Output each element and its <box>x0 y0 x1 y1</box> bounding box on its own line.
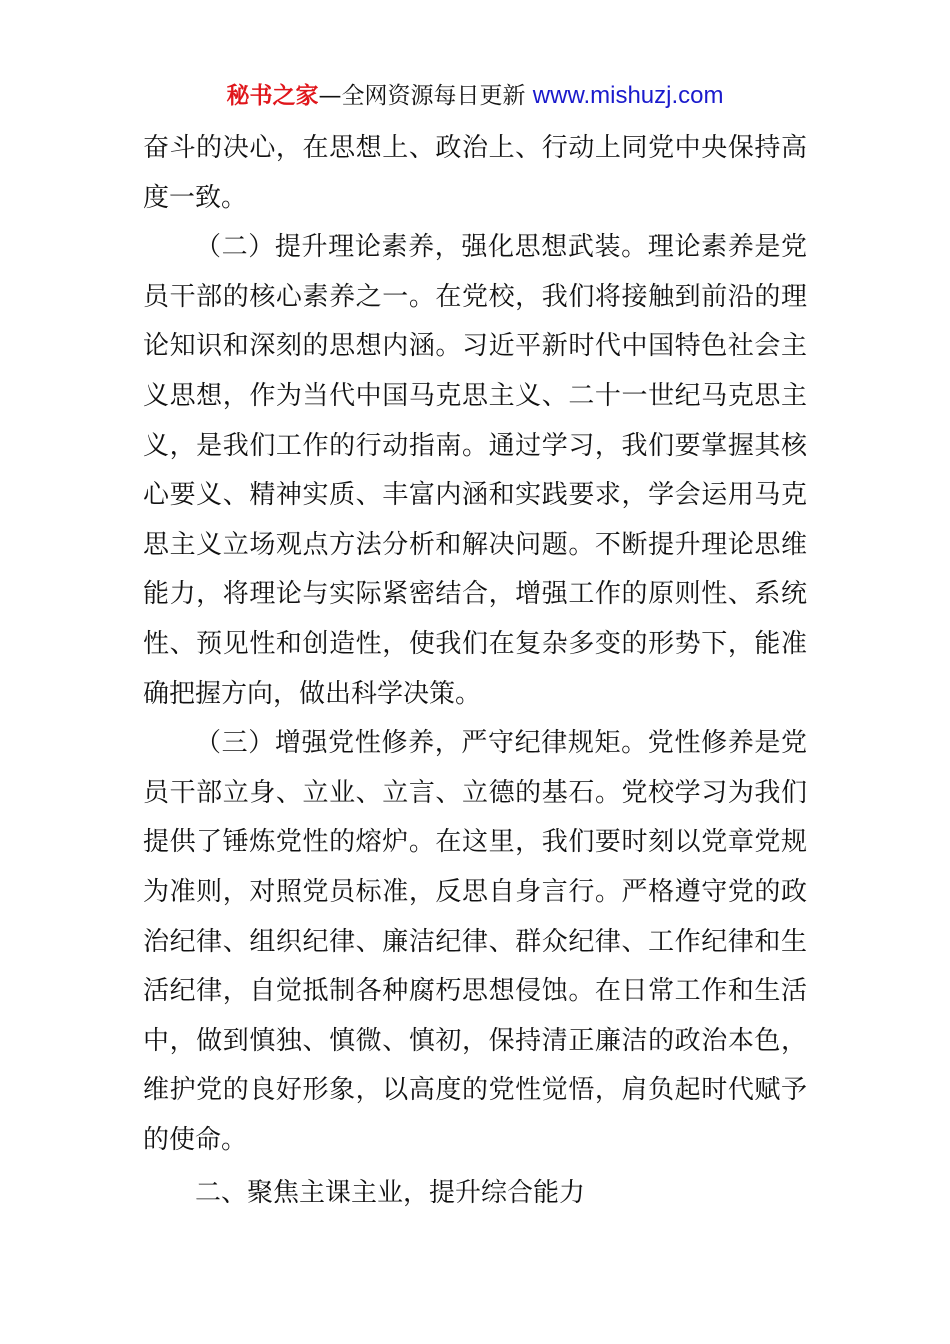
site-brand: 秘书之家 <box>226 83 319 109</box>
paragraph-continuation: 奋斗的决心，在思想上、政治上、行动上同党中央保持高度一致。 <box>143 133 807 213</box>
document-body <box>143 124 807 1208</box>
site-url-link[interactable]: www.mishuzj.com <box>532 82 724 109</box>
paragraph-theory: （二）提升理论素养，强化思想武装。理论素养是党员干部的核心素养之一。在党校，我们将接触到前沿的理论知识和深刻的思想内涵。习近平新时代中国特色社会主义思想，作为当代中国马克思主义、二十一世纪马克思主义，是我们工作的行动指南。通过学习，我们要掌握其核心要义、精神实质、丰富内涵和实践要求，学会运用马克思主义立场观点方法分析和解决问题。不断提升理论思维能力，将理论与实际紧密结合，增强工作的原则性、系统性、预见性和创造性，使我们在复杂多变的形势下，能准确把握方向，做出科学决策。 <box>143 232 807 709</box>
paragraph-party-spirit: （三）增强党性修养，严守纪律规矩。党性修养是党员干部立身、立业、立言、立德的基石。党校学习为我们提供了锤炼党性的熔炉。在这里，我们要时刻以党章党规为准则，对照党员标准，反思自身言行。严格遵守党的政治纪律、组织纪律、廉洁纪律、群众纪律、工作纪律和生活纪律，自觉抵制各种腐朽思想侵蚀。在日常工作和生活中，做到慎独、慎微、慎初，保持清正廉洁的政治本色，维护党的良好形象，以高度的党性觉悟，肩负起时代赋予的使命。 <box>143 728 807 1155</box>
site-header <box>0 80 950 112</box>
section-heading: 二、聚焦主课主业，提升综合能力 <box>195 1178 586 1208</box>
site-tagline: —全网资源每日更新 <box>318 83 526 109</box>
